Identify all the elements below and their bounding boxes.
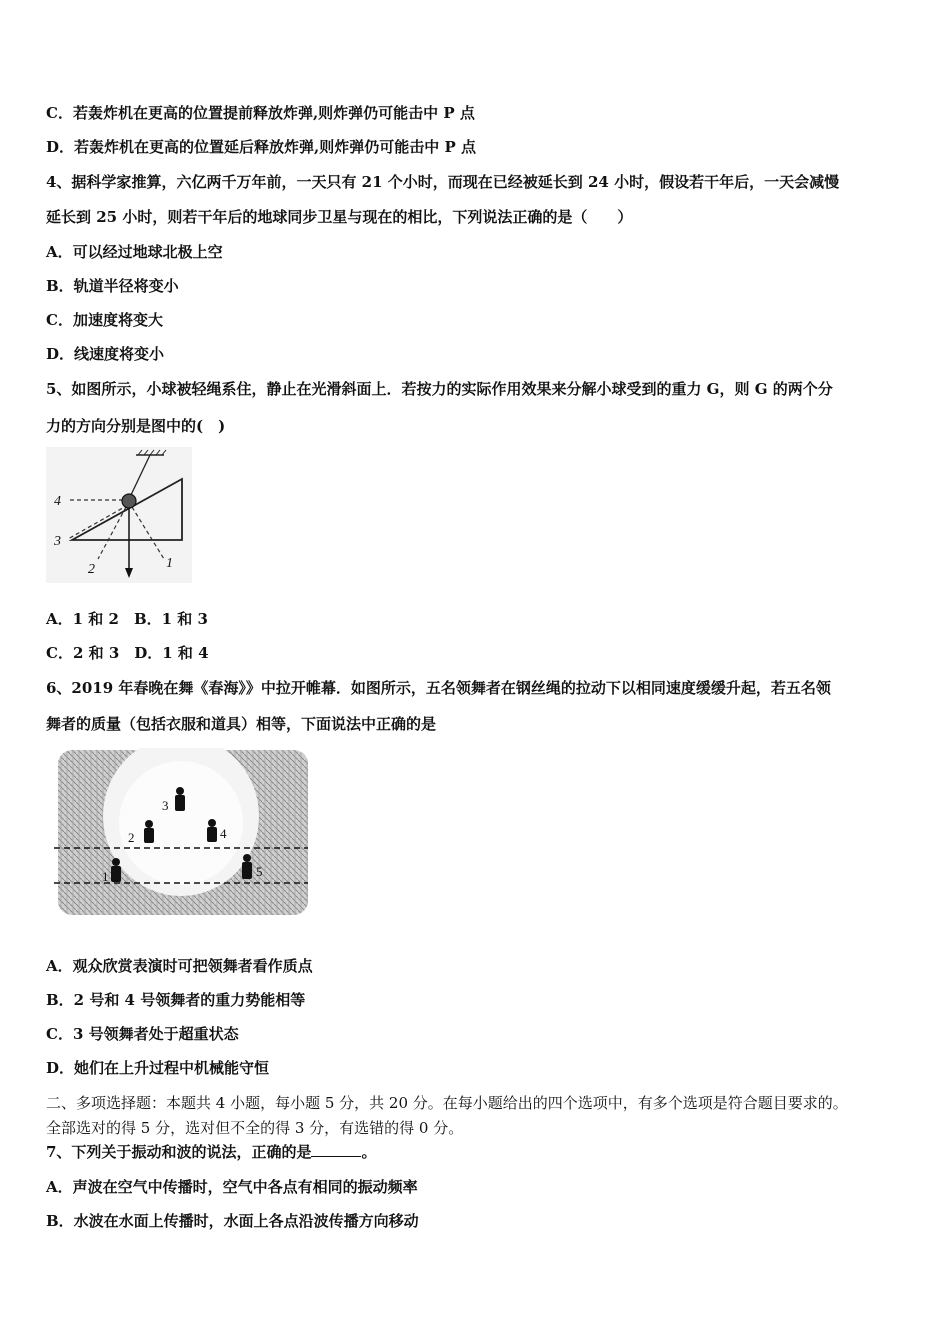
q4-option-a: A．可以经过地球北极上空 xyxy=(46,243,223,261)
q4-option-d: D．线速度将变小 xyxy=(46,345,165,363)
q6-label-1: 1 xyxy=(102,869,109,884)
q5-stem-line1: 5、如图所示，小球被轻绳系住，静止在光滑斜面上．若按力的实际作用效果来分解小球受到的重力 G，则 G 的两个分 xyxy=(46,380,833,398)
q4-stem-line1: 4、据科学家推算，六亿两千万年前，一天只有 21 个小时，而现在已经被延长到 24 小时，假设若干年后，一天会减慢 xyxy=(46,173,840,191)
q5-stem-line2: 力的方向分别是图中的( ) xyxy=(46,417,226,435)
q6-stage-figure xyxy=(46,748,312,923)
q3-option-d: D．若轰炸机在更高的位置延后释放炸弹,则炸弹仍可能击中 P 点 xyxy=(46,138,476,156)
q6-stem-line1: 6、2019 年春晚在舞《春海》》中拉开帷幕．如图所示，五名领舞者在钢丝绳的拉动下以相同速度缓缓升起，若五名领 xyxy=(46,679,831,697)
q4-option-b: B．轨道半径将变小 xyxy=(46,277,179,295)
q4-stem-line2: 延长到 25 小时，则若干年后的地球同步卫星与现在的相比，下列说法正确的是（ ） xyxy=(46,208,633,226)
q6-option-c: C．3 号领舞者处于超重状态 xyxy=(46,1025,239,1043)
q5-options-line1: A．1 和 2 B．1 和 3 xyxy=(46,610,208,628)
q6-label-3: 3 xyxy=(162,798,169,813)
q6-option-b: B．2 号和 4 号领舞者的重力势能相等 xyxy=(46,991,306,1009)
q5-label-2: 2 xyxy=(88,562,95,577)
q6-option-d: D．她们在上升过程中机械能守恒 xyxy=(46,1059,270,1077)
q4-option-c: C．加速度将变大 xyxy=(46,311,163,329)
q5-options-line2: C．2 和 3 D．1 和 4 xyxy=(46,644,209,662)
q6-option-a: A．观众欣赏表演时可把领舞者看作质点 xyxy=(46,957,313,975)
q3-option-c: C．若轰炸机在更高的位置提前释放炸弹,则炸弹仍可能击中 P 点 xyxy=(46,104,475,122)
q5-label-4: 4 xyxy=(54,494,61,509)
q6-label-4: 4 xyxy=(220,826,227,841)
q6-label-5: 5 xyxy=(256,864,263,879)
q5-label-1: 1 xyxy=(166,556,173,571)
q6-label-2: 2 xyxy=(128,830,135,845)
section2-heading-line1: 二、多项选择题：本题共 4 小题，每小题 5 分，共 20 分。在每小题给出的四个选项中，有多个选项是符合题目要求的。 xyxy=(46,1094,848,1112)
q7-stem-text: 7、下列关于振动和波的说法，正确的是 xyxy=(46,1143,312,1161)
section2-heading-line2: 全部选对的得 5 分，选对但不全的得 3 分，有选错的得 0 分。 xyxy=(46,1119,464,1137)
q7-option-b: B．水波在水面上传播时，水面上各点沿波传播方向移动 xyxy=(46,1212,419,1230)
q5-incline-figure xyxy=(46,447,192,583)
q7-stem xyxy=(46,1142,376,1162)
q7-stem-end: 。 xyxy=(361,1143,377,1161)
q6-stem-line2: 舞者的质量（包括衣服和道具）相等，下面说法中正确的是 xyxy=(46,715,437,733)
q7-answer-blank xyxy=(311,1142,361,1157)
q7-option-a: A．声波在空气中传播时，空气中各点有相同的振动频率 xyxy=(46,1178,418,1196)
q5-label-3: 3 xyxy=(54,534,61,549)
